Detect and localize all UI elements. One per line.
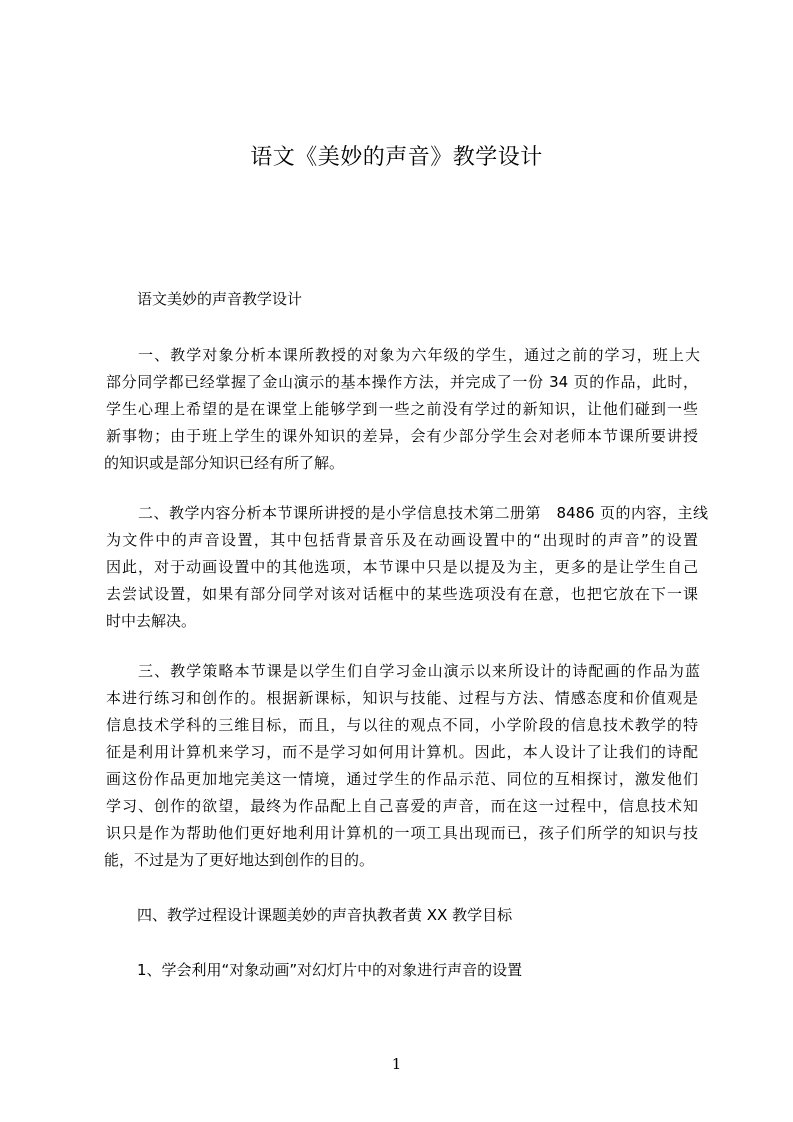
paragraph-line: 新事物；由于班上学生的课外知识的差异，会有少部分学生会对老师本节课所要讲授	[106, 427, 698, 445]
paragraph-line: 二、教学内容分析本节课所讲授的是小学信息技术第二册第 8486 页的内容，主线	[138, 504, 708, 522]
section-heading: 四、教学过程设计课题美妙的声音执教者黄 XX 教学目标	[137, 906, 513, 924]
paragraph-line: 时中去解决。	[106, 612, 197, 630]
document-subtitle: 语文美妙的声音教学设计	[137, 290, 303, 308]
paragraph-line: 能，不过是为了更好地达到创作的目的。	[104, 851, 375, 869]
paragraph-line: 一、教学对象分析本课所教授的对象为六年级的学生，通过之前的学习，班上大	[138, 346, 700, 364]
paragraph-line: 本进行练习和创作的。根据新课标，知识与技能、过程与方法、情感态度和价值观是	[106, 689, 698, 707]
paragraph-line: 的知识或是部分知识已经有所了解。	[104, 454, 345, 472]
paragraph-line: 信息技术学科的三维目标，而且，与以往的观点不同，小学阶段的信息技术教学的特	[106, 716, 698, 734]
paragraph-line: 因此，对于动画设置中的其他选项，本节课中只是以提及为主，更多的是让学生自己	[106, 558, 698, 576]
paragraph-line: 部分同学都已经掌握了金山演示的基本操作方法，并完成了一份 34 页的作品，此时，	[106, 373, 698, 391]
paragraph-line: 画这份作品更加地完美这一情境，通过学生的作品示范、同位的互相探讨，激发他们	[106, 770, 698, 788]
page-number: 1	[391, 1055, 402, 1073]
paragraph-line: 去尝试设置，如果有部分同学对该对话框中的某些选项没有在意，也把它放在下一课	[106, 585, 698, 603]
paragraph-line: 学习、创作的欲望，最终为作品配上自己喜爱的声音，而在这一过程中，信息技术知	[106, 797, 698, 815]
objective-item-1: 1、学会利用“对象动画”对幻灯片中的对象进行声音的设置	[137, 961, 523, 979]
paragraph-line: 学生心理上希望的是在课堂上能够学到一些之前没有学过的新知识，让他们碰到一些	[106, 400, 698, 418]
paragraph-line: 征是利用计算机来学习，而不是学习如何用计算机。因此，本人设计了让我们的诗配	[106, 743, 698, 761]
paragraph-line: 三、教学策略本节课是以学生们自学习金山演示以来所设计的诗配画的作品为蓝	[138, 662, 700, 680]
document-title: 语文《美妙的声音》教学设计	[250, 145, 543, 170]
paragraph-line: 为文件中的声音设置，其中包括背景音乐及在动画设置中的“出现时的声音”的设置	[106, 531, 698, 549]
paragraph-line: 识只是作为帮助他们更好地利用计算机的一项工具出现而已，孩子们所学的知识与技	[106, 824, 698, 842]
